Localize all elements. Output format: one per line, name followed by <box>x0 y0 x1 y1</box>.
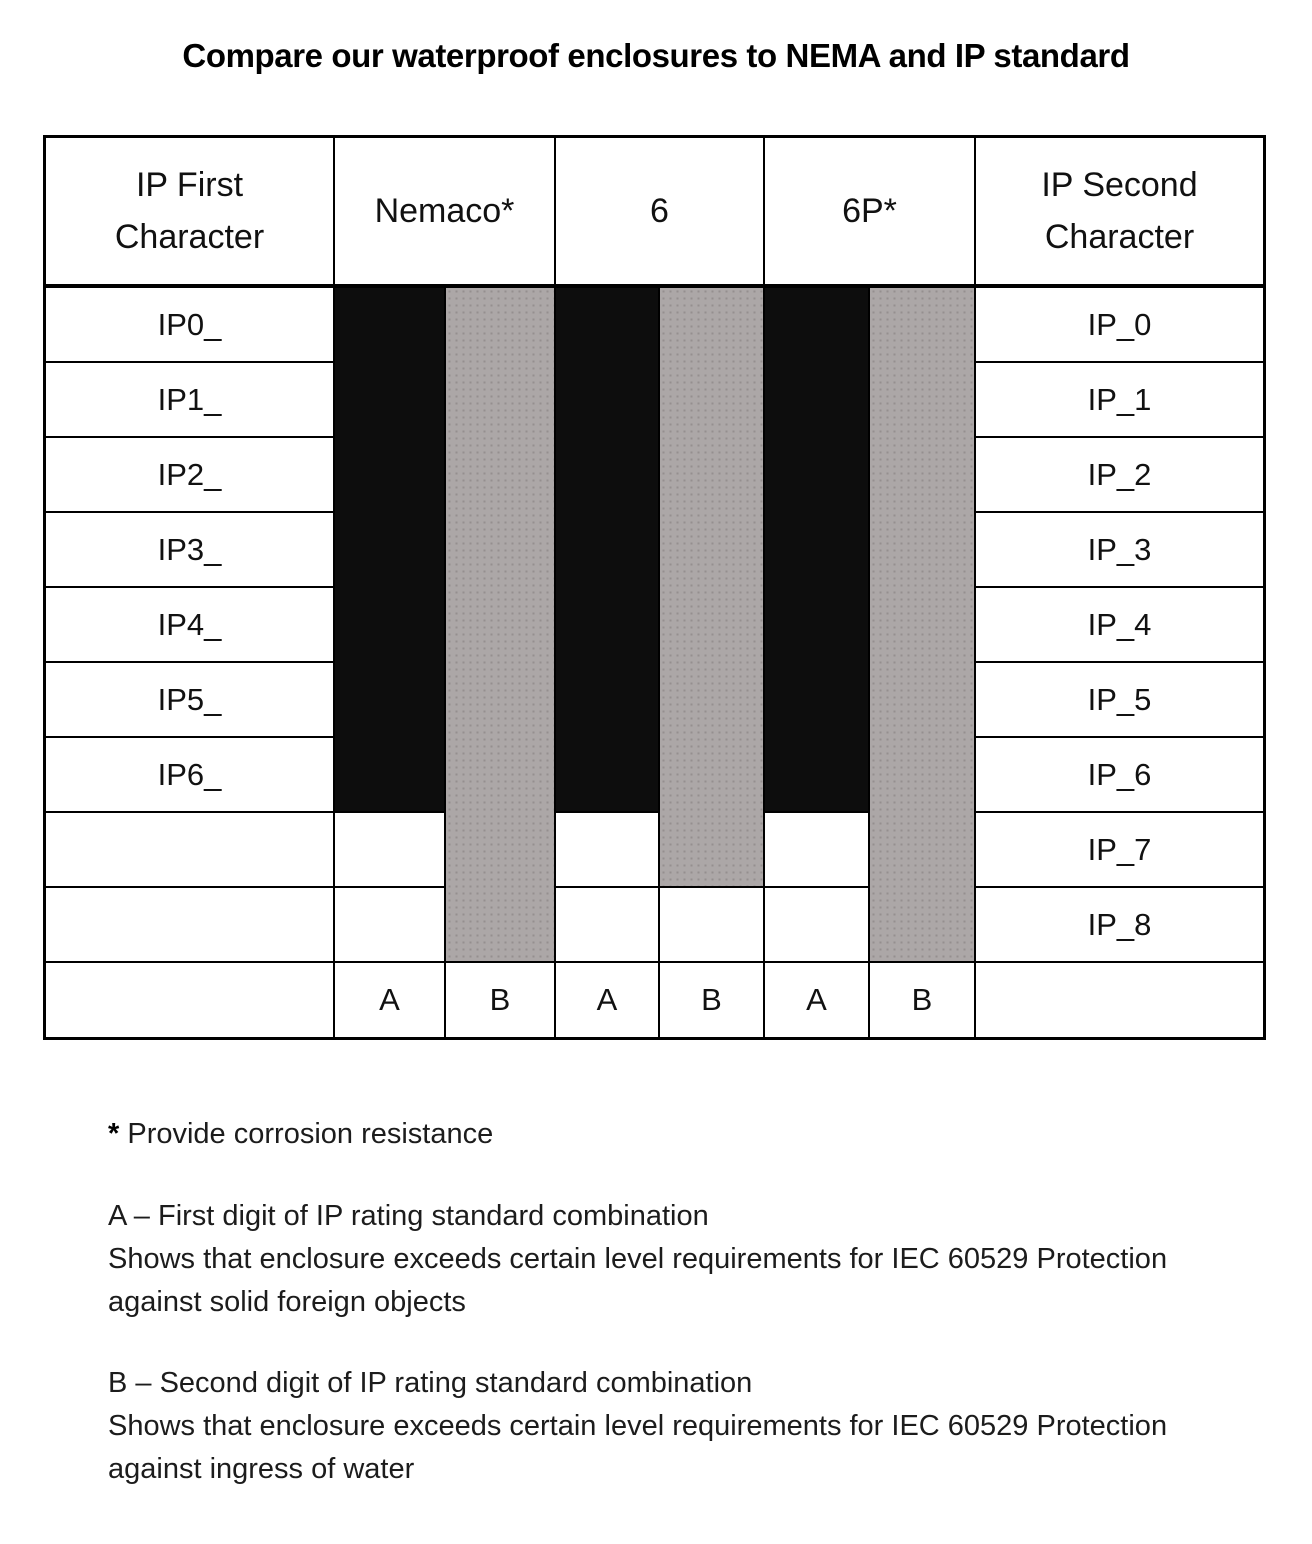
left-label-ip6: IP6_ <box>46 738 335 813</box>
bar-6p-a-black <box>765 288 870 813</box>
note-b-desc-line1: Shows that enclosure exceeds certain level requirements for IEC 60529 Protection <box>108 1410 1168 1442</box>
header-nemaco: Nemaco* <box>335 138 556 288</box>
right-label-ip-6: IP_6 <box>976 738 1263 813</box>
header-ip-first-label: IP First Character <box>114 166 265 256</box>
subcolumn-letter-nemaco-a: A <box>335 963 446 1037</box>
right-label-empty <box>976 963 1263 1037</box>
subcolumn-letter-6-b: B <box>660 963 765 1037</box>
bar-6p-b-gray <box>870 288 976 963</box>
corrosion-note <box>108 1113 1312 1156</box>
corrosion-note-text: Provide corrosion resistance <box>127 1118 494 1150</box>
note-b-title: B – Second digit of IP rating standard combination <box>108 1367 753 1399</box>
right-label-ip-1: IP_1 <box>976 363 1263 438</box>
left-label-empty-2 <box>46 888 335 963</box>
subcolumn-letter-nemaco-b: B <box>446 963 556 1037</box>
empty-cell <box>556 888 660 963</box>
subcolumn-letter-6-a: A <box>556 963 660 1037</box>
left-label-empty-3 <box>46 963 335 1037</box>
header-nema-6p: 6P* <box>765 138 976 288</box>
left-label-ip3: IP3_ <box>46 513 335 588</box>
note-b-desc-line2: against ingress of water <box>108 1453 415 1485</box>
right-label-ip-8: IP_8 <box>976 888 1263 963</box>
empty-cell <box>335 813 446 888</box>
left-label-empty-1 <box>46 813 335 888</box>
left-label-ip0: IP0_ <box>46 288 335 363</box>
bar-6-b-gray <box>660 288 765 888</box>
left-label-ip1: IP1_ <box>46 363 335 438</box>
header-ip-first-character <box>46 138 335 288</box>
asterisk-marker: * <box>108 1118 120 1150</box>
left-label-ip2: IP2_ <box>46 438 335 513</box>
left-label-ip4: IP4_ <box>46 588 335 663</box>
right-label-ip-5: IP_5 <box>976 663 1263 738</box>
note-b <box>108 1362 1312 1491</box>
note-a-desc-line2: against solid foreign objects <box>108 1286 466 1318</box>
empty-cell <box>660 888 765 963</box>
empty-cell <box>765 813 870 888</box>
left-label-ip5: IP5_ <box>46 663 335 738</box>
empty-cell <box>335 888 446 963</box>
note-a <box>108 1195 1312 1324</box>
footnotes <box>108 1113 1312 1491</box>
header-nema-6: 6 <box>556 138 765 288</box>
bar-nemaco-b-gray <box>446 288 556 963</box>
bar-6-a-black <box>556 288 660 813</box>
empty-cell <box>765 888 870 963</box>
empty-cell <box>556 813 660 888</box>
comparison-table <box>43 135 1266 1040</box>
subcolumn-letter-6p-b: B <box>870 963 976 1037</box>
right-label-ip-2: IP_2 <box>976 438 1263 513</box>
right-label-ip-4: IP_4 <box>976 588 1263 663</box>
note-a-desc-line1: Shows that enclosure exceeds certain level requirements for IEC 60529 Protection <box>108 1243 1168 1275</box>
subcolumn-letter-6p-a: A <box>765 963 870 1037</box>
right-label-ip-0: IP_0 <box>976 288 1263 363</box>
note-a-title: A – First digit of IP rating standard combination <box>108 1200 709 1232</box>
right-label-ip-7: IP_7 <box>976 813 1263 888</box>
right-label-ip-3: IP_3 <box>976 513 1263 588</box>
header-ip-second-label: IP Second Character <box>1041 166 1198 256</box>
page-title: Compare our waterproof enclosures to NEMA and IP standard <box>182 37 1130 74</box>
header-ip-second-character <box>976 138 1263 288</box>
bar-nemaco-a-black <box>335 288 446 813</box>
